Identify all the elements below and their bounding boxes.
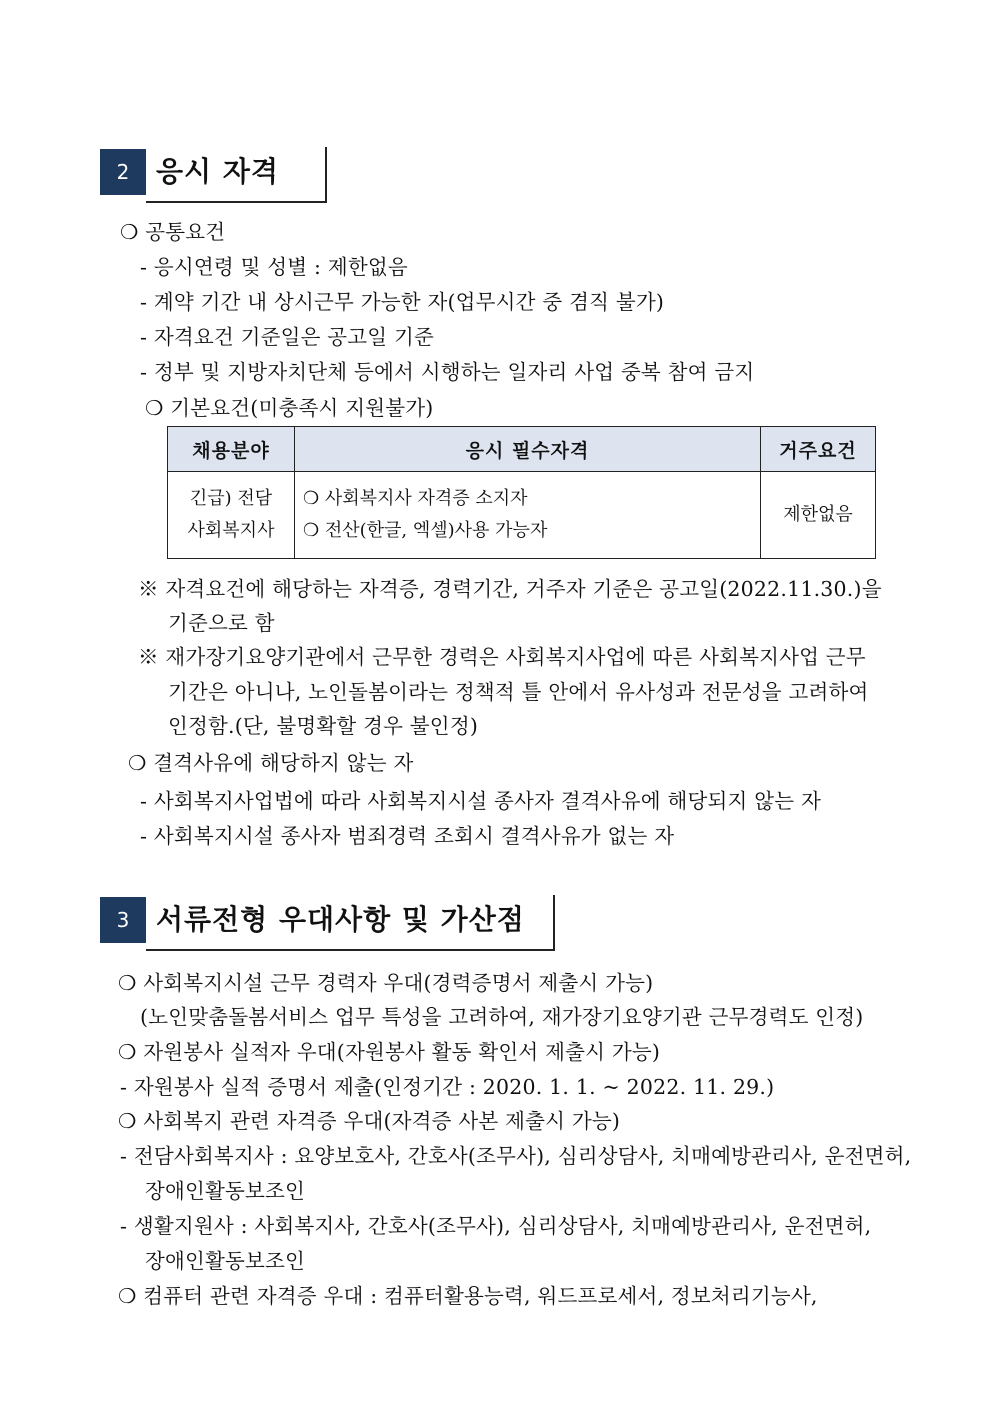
table-header-field: 채용분야 (168, 427, 295, 472)
note-1-line: ※ 자격요건에 해당하는 자격증, 경력기간, 거주자 기준은 공고일(2022.11.30.)을 (138, 577, 882, 601)
disqualification-heading: ❍ 결격사유에 해당하지 않는 자 (128, 751, 414, 775)
common-requirement-item: - 응시연령 및 성별 : 제한없음 (140, 255, 408, 279)
preference-line: ❍ 사회복지 관련 자격증 우대(자격증 사본 제출시 가능) (118, 1109, 621, 1133)
section-3-header (100, 897, 556, 951)
table-header-qualification: 응시 필수자격 (295, 427, 761, 472)
common-requirements-heading: ❍ 공통요건 (120, 220, 226, 244)
preference-line: 장애인활동보조인 (145, 1179, 306, 1203)
table-cell-qualifications (295, 472, 761, 559)
common-requirement-item: - 계약 기간 내 상시근무 가능한 자(업무시간 중 겸직 불가) (140, 290, 665, 314)
qualification-line: ❍ 사회복지사 자격증 소지자 (303, 488, 528, 509)
section-3-title: 서류전형 우대사항 및 가산점 (156, 903, 525, 936)
preference-line: ❍ 사회복지시설 근무 경력자 우대(경력증명서 제출시 가능) (118, 971, 654, 995)
preference-line: - 생활지원사 : 사회복지사, 간호사(조무사), 심리상담사, 치매예방관리사, 운전면허, (120, 1214, 872, 1238)
section-2-title-bottom-border (146, 201, 327, 203)
preference-line: - 전담사회복지사 : 요양보호사, 간호사(조무사), 심리상담사, 치매예방관리사, 운전면허, (120, 1144, 912, 1168)
field-line: 긴급) 전담 (189, 488, 273, 509)
section-2-title: 응시 자격 (156, 155, 279, 188)
preference-line: 장애인활동보조인 (145, 1249, 306, 1273)
field-line: 사회복지사 (187, 520, 275, 541)
preference-line: (노인맞춤돌봄서비스 업무 특성을 고려하여, 재가장기요양기관 근무경력도 인정) (140, 1005, 864, 1029)
section-2-header (100, 149, 328, 203)
section-2-number-badge: 2 (100, 149, 146, 195)
section-2-title-right-border (325, 147, 327, 201)
preference-line: ❍ 자원봉사 실적자 우대(자원봉사 활동 확인서 제출시 가능) (118, 1040, 661, 1064)
qualification-line: ❍ 전산(한글, 엑셀)사용 가능자 (303, 520, 548, 541)
disqualification-item: - 사회복지시설 종사자 범죄경력 조회시 결격사유가 없는 자 (140, 824, 675, 848)
section-3-title-right-border (553, 895, 555, 949)
table-row (168, 472, 876, 559)
table-header-residence: 거주요건 (761, 427, 876, 472)
note-2-line: ※ 재가장기요양기관에서 근무한 경력은 사회복지사업에 따른 사회복지사업 근무 (138, 645, 866, 669)
preference-line: - 자원봉사 실적 증명서 제출(인정기간 : 2020. 1. 1. ~ 2022. 11. 29.) (120, 1075, 775, 1099)
section-3-title-bottom-border (146, 949, 555, 951)
preference-line: ❍ 컴퓨터 관련 자격증 우대 : 컴퓨터활용능력, 워드프로세서, 정보처리기능사, (118, 1284, 818, 1308)
common-requirement-item: - 자격요건 기준일은 공고일 기준 (140, 325, 435, 349)
note-2-line: 인정함.(단, 불명확할 경우 불인정) (168, 714, 479, 738)
common-requirement-item: - 정부 및 지방자치단체 등에서 시행하는 일자리 사업 중복 참여 금지 (140, 360, 755, 384)
table-cell-field (168, 472, 295, 559)
note-1-line: 기준으로 함 (168, 611, 275, 635)
table-cell-residence: 제한없음 (761, 472, 876, 559)
requirements-table (167, 426, 876, 559)
disqualification-item: - 사회복지사업법에 따라 사회복지시설 종사자 결격사유에 해당되지 않는 자 (140, 789, 821, 813)
note-2-line: 기간은 아니나, 노인돌봄이라는 정책적 틀 안에서 유사성과 전문성을 고려하여 (168, 680, 869, 704)
table-header-row (168, 427, 876, 472)
section-3-number-badge: 3 (100, 897, 146, 943)
basic-requirements-heading: ❍ 기본요건(미충족시 지원불가) (145, 396, 434, 420)
